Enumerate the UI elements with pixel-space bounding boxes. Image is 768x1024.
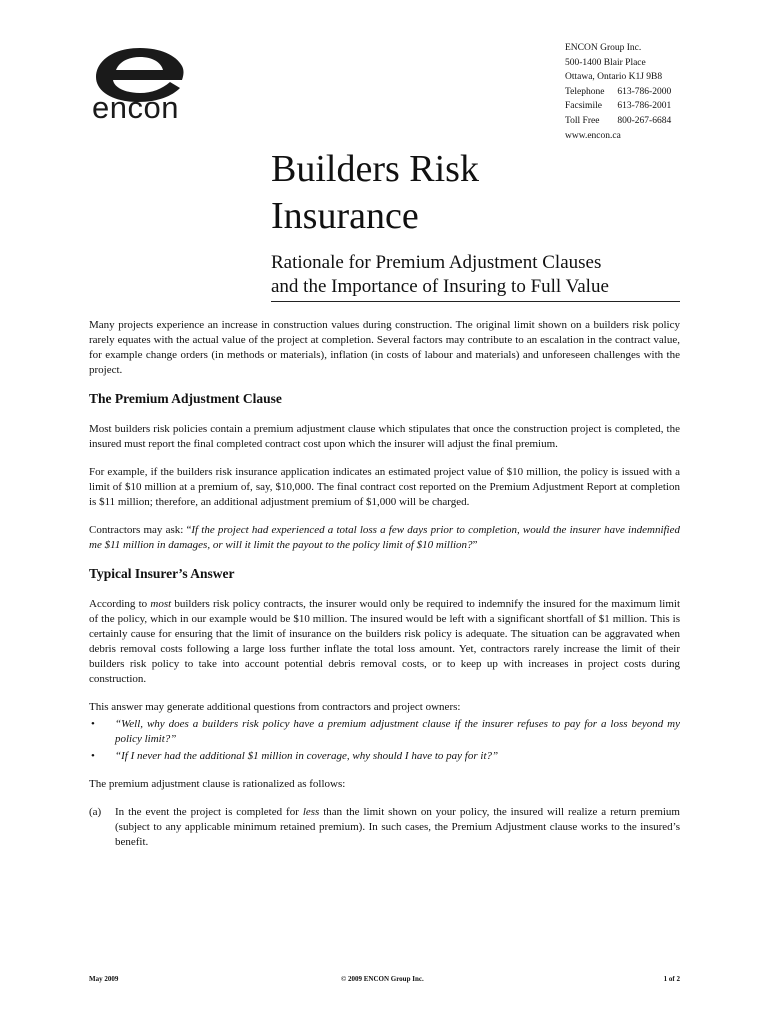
title-divider: [271, 301, 680, 302]
section1-paragraph-3: [89, 523, 680, 553]
tollfree-label: Toll Free: [565, 115, 600, 126]
section2-p1-emphasis: most: [150, 598, 172, 610]
section2-paragraph-2: This answer may generate additional questions from contractors and project owners:: [89, 701, 461, 713]
question-list: [89, 717, 680, 764]
telephone-label: Telephone: [565, 86, 605, 97]
contractor-question: If the project had experienced a total loss a few days prior to completion, would the insurer have indemnified me $11 million in damages, or will it limit the payout to the policy limit of $10 million?: [89, 524, 680, 551]
telephone-number: 613-786-2000: [617, 86, 672, 97]
address-line-1: 500-1400 Blair Place: [565, 57, 646, 68]
logo-wordmark: encon: [92, 90, 179, 125]
document-title: [271, 146, 479, 240]
contact-block: [565, 41, 671, 143]
list-item-text: “Well, why does a builders risk policy have a premium adjustment clause if the insurer refuses to pay for a loss beyond my policy limit?”: [115, 718, 680, 745]
telephone-row: [565, 85, 671, 100]
item-a-start: In the event the project is completed for: [115, 806, 303, 818]
company-name: ENCON Group Inc.: [565, 43, 642, 53]
section2-p1-rest: builders risk policy contracts, the insurer would only be required to indemnify the insured for the maximum limit of the policy, which in our example would be $10 million. The insured would be left with a significant shortfall of $1 million. This is certainly cause for ensuring that the limit of insurance on the builders risk policy is adequate. The situation can be aggravated when debris removal costs following a large loss further inflate the total loss amount. Yet, contractors rarely increase the limit of their builders risk policy to take into account potential debris removal costs, or to keep up with increases in project costs during construction.: [89, 598, 680, 685]
list-item: [89, 749, 680, 764]
list-item: [89, 717, 680, 747]
title-line-2: Insurance: [271, 195, 419, 237]
section2-p1-start: According to: [89, 598, 151, 610]
item-a-emphasis: less: [302, 806, 320, 818]
title-line-1: Builders Risk: [271, 148, 479, 190]
footer-page-number: 1 of 2: [663, 975, 680, 983]
list-item-text: “If I never had the additional $1 million in coverage, why should I have to pay for it?”: [115, 750, 499, 762]
section1-paragraph-1: Most builders risk policies contain a premium adjustment clause which stipulates that once the construction project is completed, the insured must report the final completed contract cost upon which the insurer will adjust the final premium.: [89, 423, 680, 450]
tollfree-number: 800-267-6684: [617, 115, 672, 126]
section2-paragraph-1: [89, 597, 680, 687]
document-subtitle: [271, 251, 609, 299]
list-item-number: (a): [89, 806, 102, 818]
document-body: [89, 318, 680, 850]
section-heading-insurer-answer: Typical Insurer’s Answer: [89, 566, 235, 581]
website-link[interactable]: www.encon.ca: [565, 130, 621, 141]
facsimile-row: [565, 99, 671, 114]
facsimile-label: Facsimile: [565, 101, 602, 112]
subtitle-line-2: and the Importance of Insuring to Full Value: [271, 276, 609, 297]
section-heading-premium-adjustment: The Premium Adjustment Clause: [89, 391, 282, 406]
contractor-question-prefix: Contractors may ask: “: [89, 524, 192, 536]
footer-copyright: © 2009 ENCON Group Inc.: [341, 975, 424, 983]
contractor-question-suffix: ”: [472, 539, 478, 551]
facsimile-number: 613-786-2001: [617, 101, 672, 112]
rationale-list: [89, 805, 680, 850]
intro-paragraph: Many projects experience an increase in construction values during construction. The original limit shown on a builders risk policy rarely equates with the actual value of the project at completion. Several factors may contribute to an escalation in the contract value, for example change orders (in methods or materials), inflation (in costs of labour and materials) and unforeseen challenges with the project.: [89, 319, 680, 376]
section2-paragraph-3: The premium adjustment clause is rationalized as follows:: [89, 778, 346, 790]
item-a-rest: than the limit shown on your policy, the insured will realize a return premium (subject to any applicable minimum retained premium). In such cases, the Premium Adjustment clause works to the insured’s benefit.: [115, 806, 680, 848]
list-item: [89, 805, 680, 850]
bullet-icon: •: [91, 750, 95, 762]
subtitle-line-1: Rationale for Premium Adjustment Clauses: [271, 252, 602, 273]
footer-date: May 2009: [89, 975, 119, 983]
bullet-icon: •: [91, 718, 95, 730]
section1-paragraph-2: For example, if the builders risk insurance application indicates an estimated project value of $10 million, the policy is issued with a limit of $10 million at a premium of, say, $10,000. The final contract cost reported on the Premium Adjustment Report at completion is $11 million; therefore, an additional adjustment premium of $1,000 will be charged.: [89, 466, 680, 508]
tollfree-row: [565, 114, 671, 129]
address-line-2: Ottawa, Ontario K1J 9B8: [565, 72, 663, 83]
